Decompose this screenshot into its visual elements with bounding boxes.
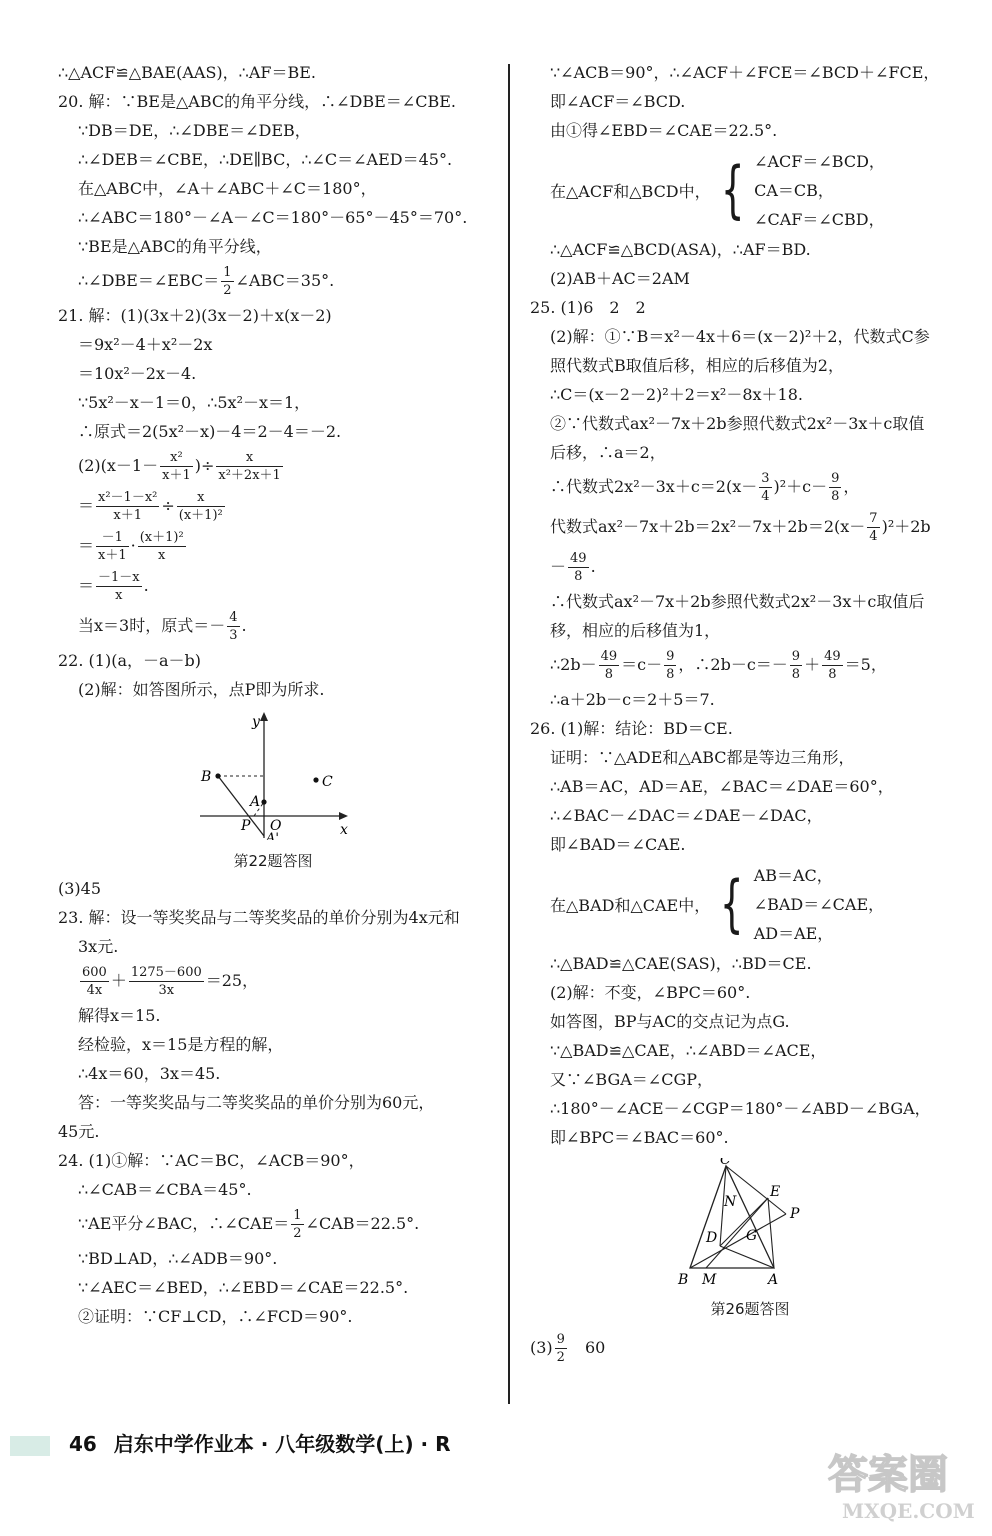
text-run: ＝25， xyxy=(205,971,259,990)
equation-system xyxy=(530,859,970,949)
fraction xyxy=(227,611,239,642)
numerator: x² xyxy=(160,451,193,467)
label-e: E xyxy=(770,1184,781,1200)
text-run: ∠CAB＝22.5°. xyxy=(305,1214,420,1233)
text-line: ∴原式＝2(5x²－x)－4＝2－4＝－2. xyxy=(78,422,342,441)
numerator: 49 xyxy=(570,551,587,566)
system-row: ∠BAD＝∠CAE， xyxy=(753,894,885,914)
text-run: ∴2b－ xyxy=(550,655,597,674)
text-run: ∵AE平分∠BAC，∴∠CAE＝ xyxy=(78,1214,290,1233)
fraction xyxy=(96,491,159,522)
text-run: 当x＝3时，原式＝－ xyxy=(78,616,226,635)
label-a: A xyxy=(768,1272,779,1288)
text-run: . xyxy=(590,557,596,576)
text-line: ＝10x²－2x－4. xyxy=(78,364,197,383)
denominator: x xyxy=(158,548,166,563)
text-line: ∴a＋2b－c＝2＋5＝7. xyxy=(550,690,715,709)
figure-26 xyxy=(530,1158,970,1292)
fraction xyxy=(177,491,225,522)
text-line: ∴代数式ax²－7x＋2b参照代数式2x²－3x＋c取值后 xyxy=(550,592,925,611)
right-column xyxy=(530,58,970,1368)
text-run: ，∴2b－c＝－ xyxy=(678,655,788,674)
text-line: ∴4x＝60，3x＝45. xyxy=(78,1064,221,1083)
text-run: ∴代数式2x²－3x＋c＝2(x－ xyxy=(550,477,758,496)
text-line: ∴AB＝AC，AD＝AE，∠BAC＝∠DAE＝60°， xyxy=(550,777,894,796)
text-run: ＋ xyxy=(110,971,127,990)
text-line: ∵5x²－x－1＝0，∴5x²－x＝1， xyxy=(78,393,311,412)
numerator: 9 xyxy=(791,649,801,664)
book-title: 启东中学作业本 · 八年级数学(上) · R xyxy=(113,1432,451,1456)
figure-22 xyxy=(58,710,488,844)
label-a-prime: A' xyxy=(266,831,279,840)
denominator: 2 xyxy=(223,283,232,298)
text-run: 在△ACF和△BCD中， xyxy=(550,181,711,201)
system-row: ∠ACF＝∠BCD， xyxy=(754,151,885,171)
numerator: 600 xyxy=(82,965,107,980)
numerator: (x＋1)² xyxy=(139,530,184,545)
q25-heading: 25. (1)6 2 2 xyxy=(530,298,646,317)
numerator: 9 xyxy=(556,1332,565,1347)
text-line: 后移，∴a＝2， xyxy=(550,443,666,462)
text-run: ∴∠DBE＝∠EBC＝ xyxy=(78,271,220,290)
text-run: 代数式ax²－7x＋2b＝2x²－7x＋2b＝2(x－ xyxy=(550,517,866,536)
fraction xyxy=(599,650,620,681)
page-footer xyxy=(10,1428,451,1460)
q26-heading: 26. (1)解：结论：BD＝CE. xyxy=(530,719,733,738)
text-line: ∴∠ABC＝180°－∠A－∠C＝180°－65°－45°＝70°. xyxy=(78,208,468,227)
fraction xyxy=(221,266,233,297)
fraction xyxy=(96,531,129,562)
numerator: 1 xyxy=(223,265,232,280)
text-line xyxy=(58,261,488,301)
label-a: A xyxy=(250,794,261,810)
system-row: ∠CAF＝∠CBD， xyxy=(754,209,885,229)
denominator: 8 xyxy=(831,489,840,504)
text-run: ＝5， xyxy=(844,655,887,674)
text-line: 即∠BAD＝∠CAE. xyxy=(550,835,686,854)
text-line: ∴∠DEB＝∠CBE，∴DE∥BC，∴∠C＝∠AED＝45°. xyxy=(78,150,453,169)
denominator: 8 xyxy=(791,667,801,682)
label-b: B xyxy=(678,1272,689,1288)
brace-glyph: { xyxy=(720,153,745,226)
text-line: (2)AB＋AC＝2AM xyxy=(550,269,690,288)
q23-heading: 23. 解：设一等奖奖品与二等奖奖品的单价分别为4x元和 xyxy=(58,908,460,927)
numerator: x xyxy=(177,491,225,507)
fraction xyxy=(790,650,802,681)
q22-heading: 22. (1)(a，－a－b) xyxy=(58,651,202,670)
text-line xyxy=(530,645,970,685)
label-c: C xyxy=(720,1158,731,1168)
text-run: ÷ xyxy=(161,496,175,515)
fraction xyxy=(138,531,186,562)
y-axis-arrow xyxy=(260,712,268,721)
fraction xyxy=(96,571,142,602)
fraction xyxy=(80,966,109,997)
text-line: ∵BE是△ABC的角平分线， xyxy=(78,237,272,256)
text-line: ∴△ACF≌△BAE(AAS)，∴AF＝BE. xyxy=(58,63,317,82)
denominator: 8 xyxy=(666,667,675,682)
system-brace xyxy=(710,861,884,948)
fraction xyxy=(664,650,676,681)
text-run: ＝ xyxy=(78,536,95,555)
figure-22-caption: 第22题答图 xyxy=(233,852,313,870)
text-line: ∴△ACF≌△BCD(ASA)，∴AF＝BD. xyxy=(550,240,811,259)
fraction xyxy=(568,552,589,583)
point-c xyxy=(313,777,318,782)
watermark-main: 答案圈 xyxy=(828,1451,948,1498)
fraction xyxy=(129,966,204,997)
brace-glyph: { xyxy=(720,867,744,940)
text-line: 在△ABC中，∠A＋∠ABC＋∠C＝180°， xyxy=(78,179,377,198)
text-run: 60 xyxy=(568,1338,606,1357)
text-line: ②∵代数式ax²－7x＋2b参照代数式2x²－3x＋c取值 xyxy=(550,414,925,433)
denominator: 4 xyxy=(761,489,770,504)
numerator: 9 xyxy=(831,471,840,486)
numerator: 4 xyxy=(229,610,238,625)
page-number: 46 xyxy=(68,1432,97,1456)
text-line: 即∠BPC＝∠BAC＝60°. xyxy=(550,1128,729,1147)
numerator: －1－x xyxy=(98,570,140,585)
text-run: )²＋2b xyxy=(881,517,931,536)
text-line: ∵BD⊥AD，∴∠ADB＝90°. xyxy=(78,1249,278,1268)
text-line: ∴∠BAC－∠DAC＝∠DAE－∠DAC， xyxy=(550,806,823,825)
text-line: ∵∠AEC＝∠BED，∴∠EBD＝∠CAE＝22.5°. xyxy=(78,1278,409,1297)
q20-heading: 20. 解：∵BE是△ABC的角平分线，∴∠DBE＝∠CBE. xyxy=(58,92,456,111)
text-run: － xyxy=(550,557,567,576)
text-line: ∴∠CAB＝∠CBA＝45°. xyxy=(78,1180,252,1199)
text-line xyxy=(530,1328,970,1368)
figure-26-caption: 第26题答图 xyxy=(710,1300,790,1318)
watermark-logo xyxy=(822,1442,982,1526)
text-line: 移，相应的后移值为1， xyxy=(550,621,721,640)
text-line: 照代数式B取值后移，相应的后移值为2， xyxy=(550,356,844,375)
label-c: C xyxy=(322,774,333,790)
denominator: 8 xyxy=(574,569,583,584)
system-rows xyxy=(754,147,885,234)
q21-heading: 21. 解：(1)(3x＋2)(3x－2)＋x(x－2) xyxy=(58,306,332,325)
triangle-diagram xyxy=(530,1158,970,1288)
text-line: 解得x＝15. xyxy=(78,1006,161,1025)
text-line: ∴C＝(x－2－2)²＋2＝x²－8x＋18. xyxy=(550,385,803,404)
point-a xyxy=(261,799,266,804)
point-b xyxy=(215,773,220,778)
text-line xyxy=(58,526,488,566)
x-axis-arrow xyxy=(339,812,348,820)
text-line: ∵△BAD≌△CAE，∴∠ABD＝∠ACE， xyxy=(550,1041,827,1060)
text-line: 又∵∠BGA＝∠CGP， xyxy=(550,1070,713,1089)
triangle-abc xyxy=(690,1166,774,1268)
system-row: AD＝AE， xyxy=(753,923,834,943)
label-p: P xyxy=(241,818,251,834)
text-run: 在△BAD和△CAE中， xyxy=(550,895,711,915)
numerator: 49 xyxy=(600,649,618,664)
text-run: (2)(x－1－ xyxy=(78,456,159,475)
text-line: 由①得∠EBD＝∠CAE＝22.5°. xyxy=(550,121,778,140)
label-p: P xyxy=(790,1206,800,1222)
denominator: x＋1 xyxy=(98,548,127,563)
label-n: N xyxy=(724,1194,737,1210)
text-line: ＝9x²－4＋x²－2x xyxy=(78,335,213,354)
text-line: (2)解：①∵B＝x²－4x＋6＝(x－2)²＋2，代数式C参 xyxy=(550,327,930,346)
text-run: (3) xyxy=(530,1338,553,1357)
denominator: 3x xyxy=(158,983,175,998)
text-line: (3)45 xyxy=(58,879,102,898)
fraction xyxy=(867,512,879,543)
text-line: 45元. xyxy=(58,1122,100,1141)
equation-system xyxy=(530,145,970,235)
text-line: (2)解：如答图所示，点P即为所求. xyxy=(78,680,325,699)
fraction xyxy=(291,1209,303,1240)
q24-heading: 24. (1)①解：∵AC＝BC，∠ACB＝90°， xyxy=(58,1151,365,1170)
text-run: . xyxy=(143,576,149,595)
text-line: ∴180°－∠ACE－∠CGP＝180°－∠ABD－∠BGA， xyxy=(550,1099,931,1118)
numerator: 1 xyxy=(293,1208,302,1223)
text-line: (2)解：不变，∠BPC＝60°. xyxy=(550,983,751,1002)
label-o: O xyxy=(270,818,282,834)
text-run: · xyxy=(130,536,136,555)
system-row: CA＝CB， xyxy=(754,180,834,200)
label-g: G xyxy=(746,1228,758,1244)
text-line xyxy=(58,566,488,606)
denominator: x xyxy=(115,588,123,603)
numerator: －1 xyxy=(96,531,129,547)
text-line: 即∠ACF＝∠BCD. xyxy=(550,92,686,111)
text-line: 答：一等奖奖品与二等奖奖品的单价分别为60元， xyxy=(78,1093,435,1112)
label-x: x xyxy=(340,822,348,838)
text-run: )÷ xyxy=(194,456,215,475)
text-line xyxy=(58,446,488,486)
text-line: 经检验，x＝15是方程的解， xyxy=(78,1035,284,1054)
text-run: ＝ xyxy=(78,576,95,595)
text-run: ∠ABC＝35°. xyxy=(235,271,335,290)
numerator: 7 xyxy=(869,511,878,526)
system-brace xyxy=(711,147,885,234)
system-rows xyxy=(754,861,884,948)
denominator: x²＋2x＋1 xyxy=(218,468,281,483)
equation-line xyxy=(58,961,488,1001)
label-b: B xyxy=(201,769,212,785)
text-line: ∵DB＝DE，∴∠DBE＝∠DEB， xyxy=(78,121,311,140)
denominator: x＋1 xyxy=(162,468,191,483)
coordinate-diagram xyxy=(58,710,488,840)
text-run: . xyxy=(241,616,247,635)
fraction xyxy=(759,472,771,503)
denominator: 3 xyxy=(229,628,238,643)
text-line: 证明：∵△ADE和△ABC都是等边三角形， xyxy=(550,748,855,767)
fraction xyxy=(829,472,841,503)
text-line xyxy=(530,467,970,507)
fraction xyxy=(216,451,282,482)
label-d: D xyxy=(706,1230,718,1246)
numerator: 49 xyxy=(824,649,841,664)
text-line xyxy=(58,606,488,646)
label-m: M xyxy=(702,1272,717,1288)
text-run: ， xyxy=(843,477,860,496)
denominator: 4x xyxy=(86,983,103,998)
denominator: 2 xyxy=(293,1226,302,1241)
numerator: x xyxy=(216,451,282,467)
footer-tab-mark xyxy=(10,1436,50,1456)
left-column xyxy=(58,58,488,1331)
text-line xyxy=(530,547,970,587)
text-line: 如答图，BP与AC的交点记为点G. xyxy=(550,1012,790,1031)
text-line: 3x元. xyxy=(78,937,119,956)
fraction xyxy=(822,650,843,681)
text-line xyxy=(58,1204,488,1244)
denominator: x＋1 xyxy=(113,508,142,523)
text-line: ∴△BAD≌△CAE(SAS)，∴BD＝CE. xyxy=(550,954,812,973)
numerator: 3 xyxy=(761,471,770,486)
text-run: ＋ xyxy=(804,655,821,674)
column-divider xyxy=(508,64,510,1404)
text-run: ＝c－ xyxy=(621,655,663,674)
text-line xyxy=(530,507,970,547)
fraction xyxy=(160,451,193,482)
denominator: 8 xyxy=(828,667,837,682)
numerator: x²－1－x² xyxy=(98,490,158,505)
text-run: )²＋c－ xyxy=(773,477,828,496)
numerator: 1275－600 xyxy=(130,965,202,980)
watermark-url: MXQE.COM xyxy=(842,1499,975,1523)
text-run: ＝ xyxy=(78,496,95,515)
text-line: ②证明：∵CF⊥CD，∴∠FCD＝90°. xyxy=(78,1307,353,1326)
label-y: y xyxy=(252,714,260,730)
text-line: ∵∠ACB＝90°，∴∠ACF＋∠FCE＝∠BCD＋∠FCE， xyxy=(550,63,940,82)
denominator: 8 xyxy=(604,667,614,682)
numerator: 9 xyxy=(666,649,675,664)
text-line xyxy=(58,486,488,526)
fraction xyxy=(555,1333,567,1364)
denominator: 4 xyxy=(869,529,878,544)
denominator: (x＋1)² xyxy=(178,508,223,523)
denominator: 2 xyxy=(556,1350,565,1365)
system-row: AB＝AC， xyxy=(753,865,833,885)
